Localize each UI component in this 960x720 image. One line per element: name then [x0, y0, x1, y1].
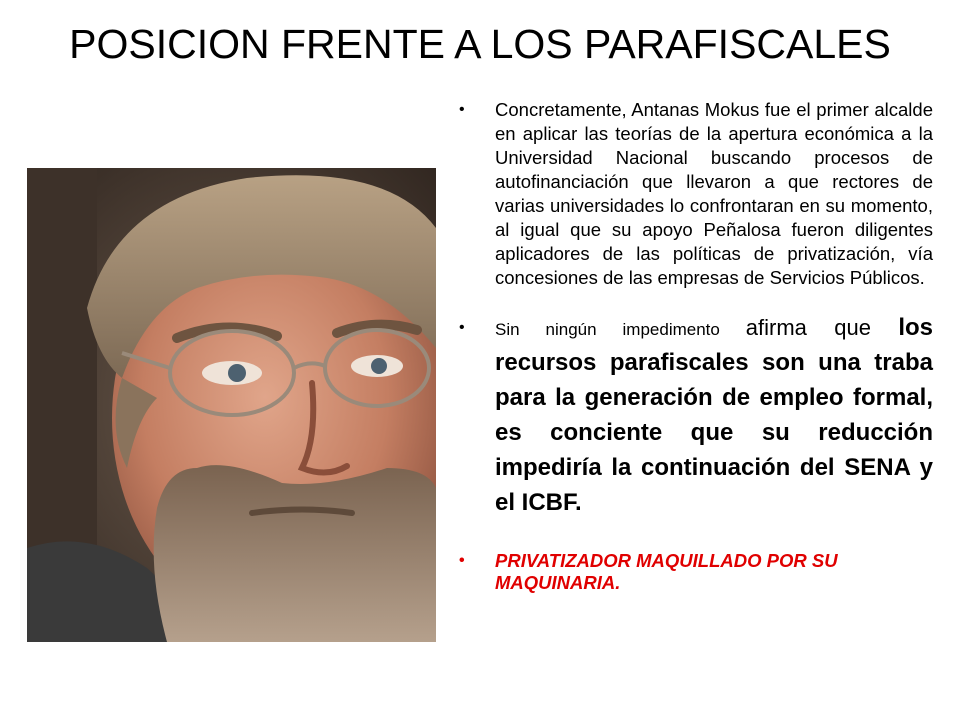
bullet-text-emphasis: los recursos parafiscales son una traba para la generación de empleo formal, es conciente que su reducción impediría la continuación del SENA y el ICBF.	[495, 314, 933, 516]
bullet-text: Concretamente, Antanas Mokus fue el primer alcalde en aplicar las teorías de la apertura económica a la Universidad Nacional buscando procesos de autofinanciación que llevaron a que rectores de varias universidades lo confrontaran en su momento, al igual que su apoyo Peñalosa fueron diligentes aplicadores de las políticas de privatización, vía concesiones de las empresas de Servicios Públicos.	[495, 99, 933, 288]
portrait-photo	[27, 168, 436, 642]
bullet-marker: •	[459, 319, 465, 336]
bullet-item-parafiscales	[455, 312, 933, 522]
bullet-marker: •	[459, 552, 465, 569]
bullet-text-lead: Sin ningún impedimento	[495, 320, 746, 339]
bullet-item-mokus-universidad	[455, 98, 933, 290]
bullet-list	[455, 98, 933, 594]
portrait-photo-icon	[27, 168, 436, 642]
bullet-text-verb: afirma que	[745, 315, 899, 340]
bullet-marker: •	[459, 101, 465, 118]
bullet-text-highlight: PRIVATIZADOR MAQUILLADO POR SU MAQUINARIA.	[495, 550, 838, 593]
slide-title: POSICION FRENTE A LOS PARAFISCALES	[69, 21, 891, 67]
bullet-item-privatizador	[455, 550, 933, 594]
